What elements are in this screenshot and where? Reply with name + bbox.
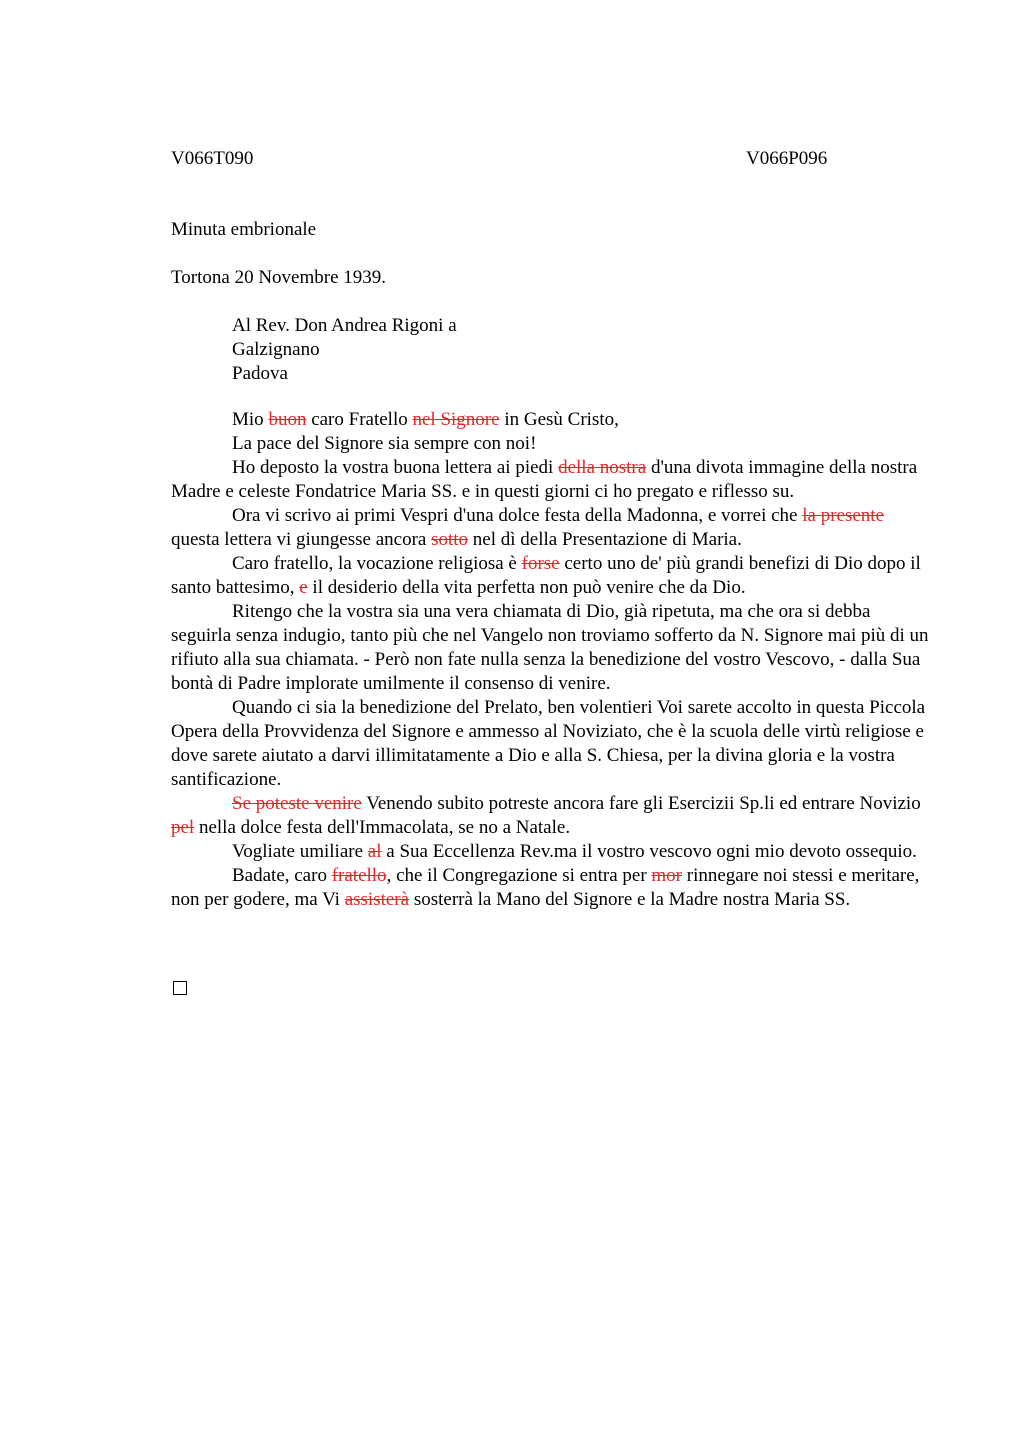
letter-date: Tortona 20 Novembre 1939. xyxy=(171,267,387,288)
letter-body xyxy=(171,408,931,912)
address-line: Padova xyxy=(232,363,288,384)
letter-paragraph xyxy=(171,456,931,504)
letter-paragraph xyxy=(171,840,931,864)
deleted-text: al xyxy=(367,841,382,862)
deleted-text: e xyxy=(299,577,308,598)
address-line: Al Rev. Don Andrea Rigoni a xyxy=(232,315,457,336)
deleted-text: fratello xyxy=(331,865,387,886)
text-run: caro Fratello xyxy=(306,409,413,430)
empty-square-icon xyxy=(173,981,187,995)
text-run: Quando ci sia la benedizione del Prelato, ben volentieri Voi sarete accolto in questa Piccola Opera della Provvidenza del Signore e ammesso al Noviziato, che è la scuola delle virtù religiose e dove sarete aiutato a darvi illimitatamente a Dio e alla S. Chiesa, per la divina gloria e la vostra santificazione. xyxy=(171,697,926,790)
address-line: Galzignano xyxy=(232,339,320,360)
text-run: questa lettera vi giungesse ancora xyxy=(171,529,432,550)
text-run: Ora vi scrivo ai primi Vespri d'una dolce festa della Madonna, e vorrei che xyxy=(232,505,803,526)
text-run: certo uno de' più grandi benefizi di Dio dopo il santo battesimo, xyxy=(171,553,921,598)
deleted-text: della nostra xyxy=(558,457,647,478)
text-run: Caro fratello, la vocazione religiosa è xyxy=(232,553,522,574)
deleted-text: Se poteste venire xyxy=(232,793,362,814)
text-run: sosterrà la Mano del Signore e la Madre nostra Maria SS. xyxy=(409,889,851,910)
deleted-text: nel Signore xyxy=(412,409,500,430)
letter-paragraph xyxy=(171,792,931,840)
document-code-right: V066P096 xyxy=(746,148,828,169)
letter-paragraph xyxy=(171,552,931,600)
deleted-text: assisterà xyxy=(344,889,410,910)
deleted-text: la presente xyxy=(802,505,885,526)
text-run: il desiderio della vita perfetta non può venire che da Dio. xyxy=(307,577,746,598)
text-run: Venendo subito potreste ancora fare gli Esercizii Sp.li ed entrare Novizio xyxy=(361,793,921,814)
letter-paragraph xyxy=(171,432,931,456)
deleted-text: pel xyxy=(171,817,195,838)
letter-paragraph xyxy=(171,600,931,696)
text-run: Ritengo che la vostra sia una vera chiamata di Dio, già ripetuta, ma che ora si debba seguirla senza indugio, tanto più che nel Vangelo non troviamo sofferto da N. Signore mai più di un rifiuto alla sua chiamata. - Però non fate nulla senza la benedizione del vostro Vescovo, - dalla Sua bontà di Padre implorate umilmente il consenso di venire. xyxy=(171,601,929,694)
deleted-text: forse xyxy=(521,553,560,574)
text-run: rinnegare noi stessi e meritare, non per godere, ma Vi xyxy=(171,865,920,910)
text-run: Mio xyxy=(232,409,269,430)
text-run: nella dolce festa dell'Immacolata, se no a Natale. xyxy=(194,817,571,838)
text-run: La pace del Signore sia sempre con noi! xyxy=(232,433,537,454)
draft-label: Minuta embrionale xyxy=(171,219,317,240)
text-run: in Gesù Cristo, xyxy=(499,409,619,430)
deleted-text: sotto xyxy=(431,529,469,550)
deleted-text: buon xyxy=(268,409,307,430)
text-run: nel dì della Presentazione di Maria. xyxy=(468,529,742,550)
letter-paragraph xyxy=(171,408,931,432)
letter-paragraph xyxy=(171,504,931,552)
text-run: d'una divota immagine della nostra Madre e celeste Fondatrice Maria SS. e in questi giorni ci ho pregato e riflesso su. xyxy=(171,457,918,502)
text-run: Badate, caro xyxy=(232,865,332,886)
text-run: Ho deposto la vostra buona lettera ai piedi xyxy=(232,457,559,478)
deleted-text: mor xyxy=(651,865,683,886)
text-run: a Sua Eccellenza Rev.ma il vostro vescovo ogni mio devoto ossequio. xyxy=(381,841,917,862)
recipient-address xyxy=(232,314,457,386)
letter-paragraph xyxy=(171,696,931,792)
letter-paragraph xyxy=(171,864,931,912)
document-code-left: V066T090 xyxy=(171,148,254,169)
text-run: , che il Congregazione si entra per xyxy=(386,865,652,886)
text-run: Vogliate umiliare xyxy=(232,841,368,862)
